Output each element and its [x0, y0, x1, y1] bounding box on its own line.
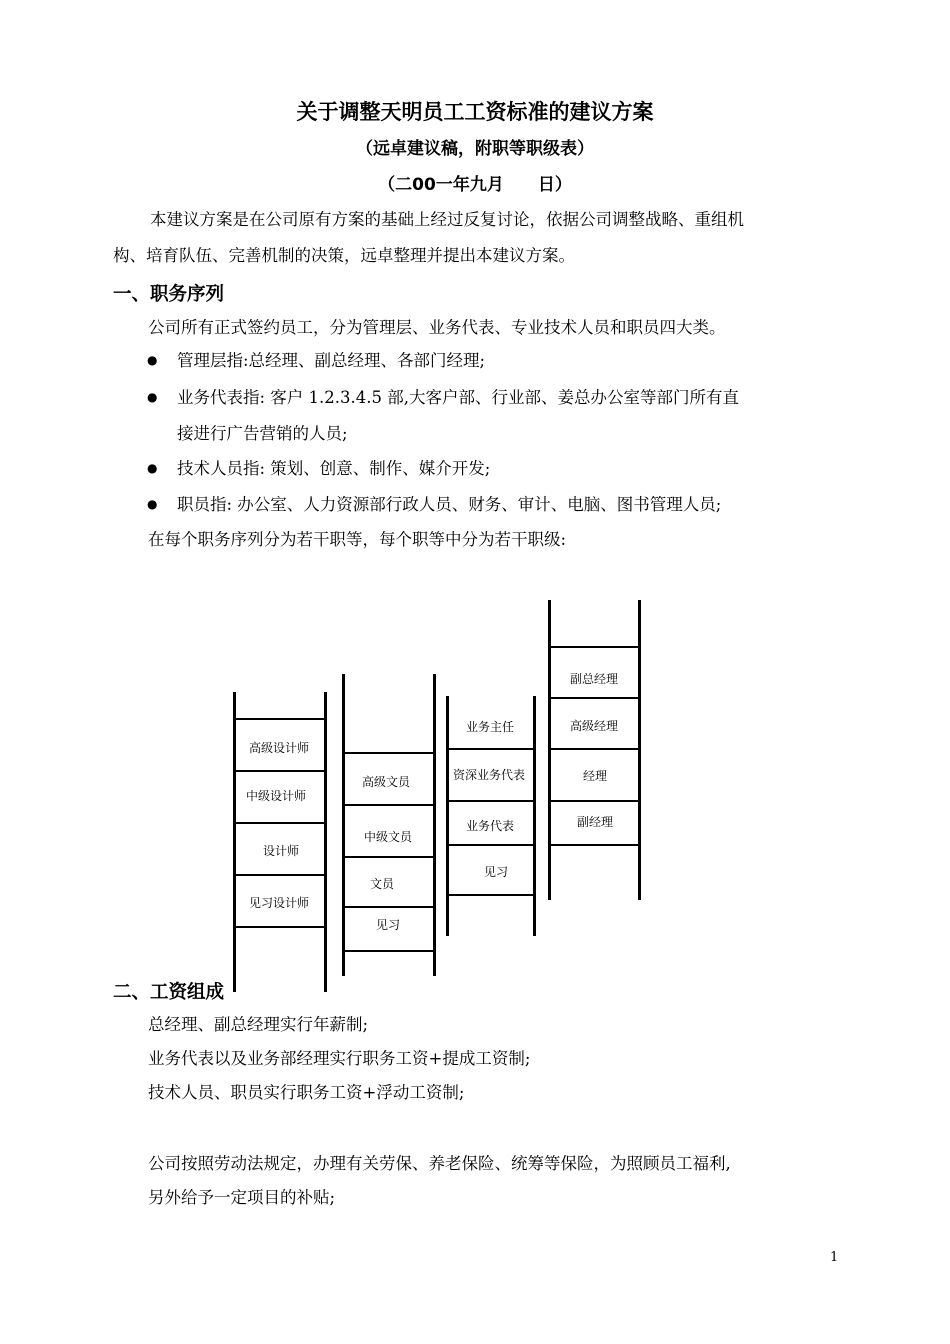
- ladder-rung: [550, 697, 639, 699]
- bullet-item-tech: 技术人员指: 策划、创意、制作、媒介开发;: [177, 459, 491, 478]
- ladder-rung: [550, 800, 639, 802]
- ladder-rung: [344, 950, 434, 952]
- ladder-rung: [344, 856, 434, 858]
- bullet-item-sales: 业务代表指: 客户 1.2.3.4.5 部,大客户部、行业部、姜总办公室等部门所有直: [177, 388, 740, 407]
- ladder-rung: [344, 804, 434, 806]
- document-subtitle: （远卓建议稿，附职等职级表）: [356, 139, 594, 159]
- bullet-item-staff: 职员指: 办公室、人力资源部行政人员、财务、审计、电脑、图书管理人员;: [177, 495, 722, 514]
- ladder-rung: [235, 926, 325, 928]
- ladder-label: 高级文员: [362, 775, 411, 789]
- ladder-label: 见习设计师: [249, 896, 310, 910]
- ladder-rail: [548, 600, 551, 900]
- bullet-icon: ●: [147, 353, 158, 367]
- page-number: 1: [830, 1250, 839, 1265]
- salary-line-sales: 业务代表以及业务部经理实行职务工资+提成工资制;: [148, 1049, 531, 1068]
- ladder-rung: [448, 748, 534, 750]
- section1-heading: 一、职务序列: [113, 284, 225, 305]
- ladder-label: 中级设计师: [246, 789, 307, 803]
- section1-closing: 在每个职务序列分为若干职等，每个职等中分为若干职级:: [148, 530, 567, 549]
- intro-line-2: 构、培育队伍、完善机制的决策，远卓整理并提出本建议方案。: [113, 246, 575, 265]
- welfare-line-1: 公司按照劳动法规定，办理有关劳保、养老保险、统筹等保险，为照顾员工福利,: [148, 1154, 731, 1173]
- ladder-rung: [448, 800, 534, 802]
- ladder-label: 文员: [370, 877, 395, 891]
- ladder-label: 高级设计师: [249, 741, 310, 755]
- ladder-label: 业务代表: [466, 819, 515, 833]
- ladder-rail: [533, 696, 536, 936]
- bullet-icon: ●: [147, 497, 158, 511]
- ladder-rung: [550, 844, 639, 846]
- ladder-rail: [638, 600, 641, 900]
- ladder-label: 副总经理: [570, 672, 619, 686]
- bullet-icon: ●: [147, 461, 158, 475]
- bullet-item-sales-cont: 接进行广告营销的人员;: [177, 424, 348, 443]
- salary-line-executive: 总经理、副总经理实行年薪制;: [148, 1015, 369, 1034]
- document-date: （二00一年九月 日）: [378, 175, 572, 195]
- ladder-rung: [448, 894, 534, 896]
- welfare-line-2: 另外给予一定项目的补贴;: [148, 1188, 336, 1207]
- section2-heading: 二、工资组成: [113, 982, 225, 1003]
- ladder-label: 高级经理: [570, 719, 619, 733]
- bullet-icon: ●: [147, 390, 158, 404]
- ladder-rail: [342, 674, 345, 976]
- ladder-rung: [344, 906, 434, 908]
- bullet-item-management: 管理层指:总经理、副总经理、各部门经理;: [177, 351, 486, 370]
- intro-line-1: 本建议方案是在公司原有方案的基础上经过反复讨论，依据公司调整战略、重组机: [150, 210, 744, 229]
- ladder-rung: [235, 718, 325, 720]
- ladder-label: 经理: [583, 769, 608, 783]
- ladder-rail: [433, 674, 436, 976]
- ladder-rung: [550, 748, 639, 750]
- ladder-label: 见习: [484, 865, 509, 879]
- document-title: 关于调整天明员工工资标准的建议方案: [296, 100, 654, 124]
- section1-lead: 公司所有正式签约员工，分为管理层、业务代表、专业技术人员和职员四大类。: [148, 318, 726, 337]
- ladder-rung: [235, 770, 325, 772]
- salary-line-tech: 技术人员、职员实行职务工资+浮动工资制;: [148, 1083, 465, 1102]
- ladder-rail: [233, 692, 236, 992]
- ladder-label: 中级文员: [364, 830, 413, 844]
- ladder-rung: [448, 844, 534, 846]
- ladder-label: 设计师: [263, 844, 300, 858]
- ladder-rail: [446, 696, 449, 936]
- ladder-label: 见习: [376, 918, 401, 932]
- ladder-label: 副经理: [577, 815, 614, 829]
- ladder-rail: [324, 692, 327, 992]
- ladder-rung: [550, 646, 639, 648]
- ladder-label: 资深业务代表: [453, 768, 526, 782]
- ladder-rung: [344, 752, 434, 754]
- ladder-label: 业务主任: [466, 720, 515, 734]
- ladder-rung: [235, 874, 325, 876]
- ladder-rung: [235, 822, 325, 824]
